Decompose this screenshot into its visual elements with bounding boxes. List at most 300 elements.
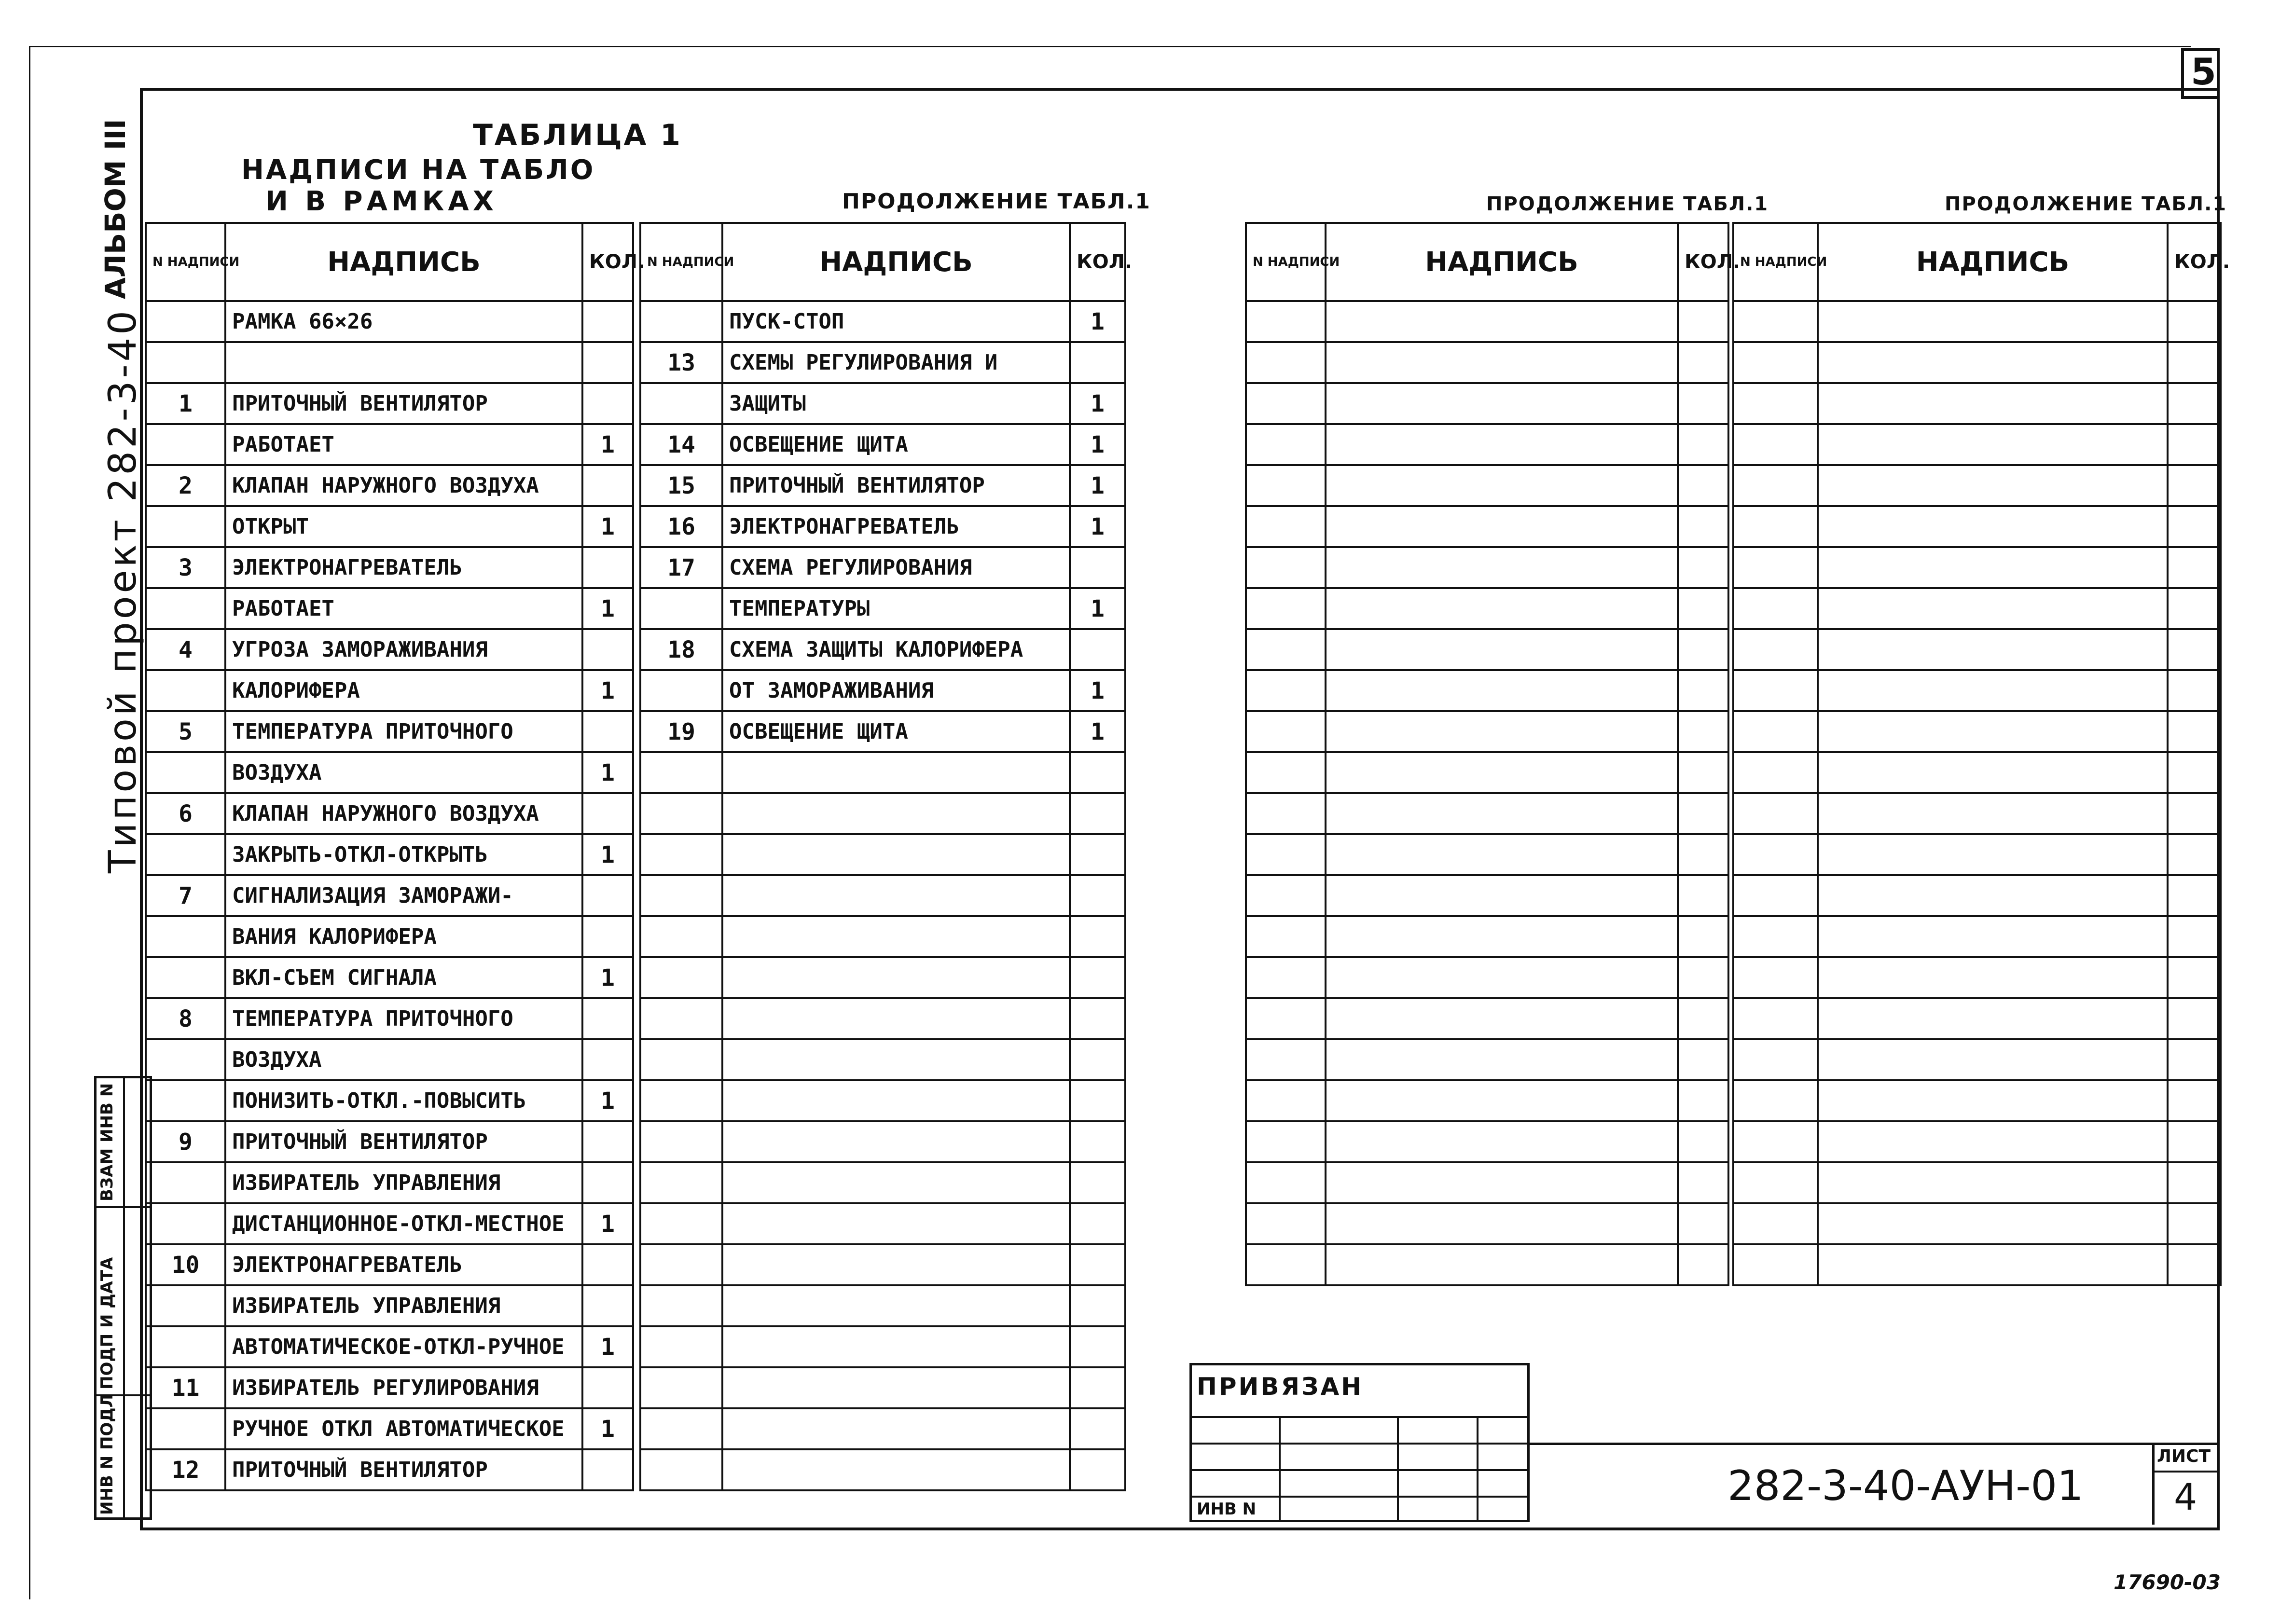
title-line2: И В РАМКАХ (265, 186, 497, 217)
table-row (640, 1449, 1125, 1490)
cell-text: ДИСТАНЦИОННОЕ-ОТКЛ-МЕСТНОЕ (225, 1203, 582, 1244)
cell-num (1733, 506, 1818, 547)
cell-text (1326, 588, 1678, 629)
cell-text (1818, 301, 2168, 342)
cell-num: 7 (146, 875, 225, 916)
header-text: НАДПИСЬ (225, 223, 582, 301)
cell-qty (1070, 1039, 1125, 1080)
sheet-number: 5 (2191, 50, 2216, 93)
cell-num: 14 (640, 424, 722, 465)
cell-num: 16 (640, 506, 722, 547)
cell-num (1246, 424, 1326, 465)
cell-qty: 1 (582, 424, 633, 465)
table-row (146, 875, 633, 916)
cell-qty (582, 793, 633, 834)
cell-qty (582, 465, 633, 506)
table-row (146, 342, 633, 383)
table-row (146, 506, 633, 547)
table-row (1246, 1121, 1728, 1162)
header-num: N НАДПИСИ (1246, 223, 1326, 301)
binding-label: ПРИВЯЗАН (1197, 1373, 1364, 1401)
cell-num: 9 (146, 1121, 225, 1162)
cell-text: ВОЗДУХА (225, 1039, 582, 1080)
cell-text (1818, 1203, 2168, 1244)
table-row (146, 629, 633, 670)
table-4 (1732, 222, 2230, 1286)
cell-text (1818, 383, 2168, 424)
cell-num: 3 (146, 547, 225, 588)
cell-text (1326, 1162, 1678, 1203)
table-row (146, 1367, 633, 1408)
cell-qty (1678, 547, 1728, 588)
cell-text: РАБОТАЕТ (225, 424, 582, 465)
cell-text: ПРИТОЧНЫЙ ВЕНТИЛЯТОР (225, 1449, 582, 1490)
cell-qty (1678, 793, 1728, 834)
cell-qty: 1 (1070, 424, 1125, 465)
cell-text (1818, 1244, 2168, 1285)
cell-text: ИЗБИРАТЕЛЬ УПРАВЛЕНИЯ (225, 1162, 582, 1203)
cell-num (146, 1408, 225, 1449)
cell-text: ТЕМПЕРАТУРА ПРИТОЧНОГО (225, 711, 582, 752)
cell-text: ТЕМПЕРАТУРА ПРИТОЧНОГО (225, 998, 582, 1039)
cell-qty (1070, 957, 1125, 998)
cell-text (722, 1121, 1070, 1162)
table-row (640, 383, 1125, 424)
table-row (1733, 834, 2221, 875)
cell-text: АВТОМАТИЧЕСКОЕ-ОТКЛ-РУЧНОЕ (225, 1326, 582, 1367)
table-row (1733, 1162, 2221, 1203)
cell-num (640, 1121, 722, 1162)
cell-qty (2168, 342, 2221, 383)
cell-num (640, 1326, 722, 1367)
cell-num: 18 (640, 629, 722, 670)
table-row (146, 1121, 633, 1162)
cell-num (1733, 301, 1818, 342)
table-row (640, 1080, 1125, 1121)
table-row (1246, 1203, 1728, 1244)
cell-num (1733, 588, 1818, 629)
table-row (640, 670, 1125, 711)
cell-num (1733, 957, 1818, 998)
cell-num (1733, 752, 1818, 793)
cell-num (1246, 670, 1326, 711)
cell-text (1818, 752, 2168, 793)
cell-qty (1070, 1367, 1125, 1408)
table-row (640, 1162, 1125, 1203)
table-row (640, 465, 1125, 506)
cell-text (722, 752, 1070, 793)
cell-text (1818, 957, 2168, 998)
cell-qty: 1 (582, 1408, 633, 1449)
header-text: НАДПИСЬ (1818, 223, 2168, 301)
table-row (1733, 998, 2221, 1039)
cell-qty (1678, 1162, 1728, 1203)
table-row (1733, 916, 2221, 957)
cell-text (722, 1244, 1070, 1285)
cell-qty (582, 1244, 633, 1285)
table-row (146, 301, 633, 342)
table-row (146, 1244, 633, 1285)
cell-num (640, 875, 722, 916)
table-row (640, 1039, 1125, 1080)
table-row (1246, 793, 1728, 834)
cell-qty (582, 383, 633, 424)
table-row (146, 1203, 633, 1244)
cell-qty: 1 (1070, 465, 1125, 506)
cell-text (1326, 547, 1678, 588)
cell-qty: 1 (1070, 301, 1125, 342)
cell-text (1818, 875, 2168, 916)
cell-qty (1678, 1039, 1728, 1080)
cell-text: ТЕМПЕРАТУРЫ (722, 588, 1070, 629)
table-row (640, 301, 1125, 342)
table-2 (639, 222, 1133, 1491)
cell-qty: 1 (1070, 383, 1125, 424)
cell-qty (1678, 342, 1728, 383)
cell-qty (1070, 1162, 1125, 1203)
table-row (640, 547, 1125, 588)
table-row (1246, 957, 1728, 998)
cell-num (146, 957, 225, 998)
cell-text (722, 1408, 1070, 1449)
cell-num (1246, 957, 1326, 998)
table-label: ТАБЛИЦА 1 (473, 118, 682, 152)
cell-num (146, 424, 225, 465)
cell-text: ПРИТОЧНЫЙ ВЕНТИЛЯТОР (722, 465, 1070, 506)
cell-num (1246, 588, 1326, 629)
cell-text (722, 1162, 1070, 1203)
cell-num (1246, 1203, 1326, 1244)
cell-qty (2168, 957, 2221, 998)
cell-text (722, 1080, 1070, 1121)
cell-num (1246, 1244, 1326, 1285)
cell-qty (1070, 1203, 1125, 1244)
table-row (1733, 342, 2221, 383)
cell-num (1733, 875, 1818, 916)
cell-text (1818, 629, 2168, 670)
cell-num (1733, 342, 1818, 383)
cell-qty (1070, 547, 1125, 588)
table-header (640, 223, 1125, 301)
cell-qty (1678, 588, 1728, 629)
cell-text: ОСВЕЩЕНИЕ ЩИТА (722, 424, 1070, 465)
cell-qty (1678, 424, 1728, 465)
cell-num: 6 (146, 793, 225, 834)
cell-text (1818, 916, 2168, 957)
cell-qty (2168, 424, 2221, 465)
cell-text: ОСВЕЩЕНИЕ ЩИТА (722, 711, 1070, 752)
stamp-label-podp: ПОДП И ДАТА (97, 1257, 117, 1390)
cell-num (1246, 711, 1326, 752)
cell-text: ЗАКРЫТЬ-ОТКЛ-ОТКРЫТЬ (225, 834, 582, 875)
cell-qty (2168, 506, 2221, 547)
cell-num (640, 301, 722, 342)
cell-qty (582, 1121, 633, 1162)
cell-num (1733, 1244, 1818, 1285)
table-row (640, 916, 1125, 957)
cell-qty (582, 1162, 633, 1203)
binding-col2 (1397, 1416, 1399, 1522)
cell-qty (1070, 1326, 1125, 1367)
cell-text (1326, 301, 1678, 342)
cell-qty (2168, 1039, 2221, 1080)
frame-bottom (140, 1528, 2220, 1530)
cell-qty (1678, 957, 1728, 998)
cell-num (640, 957, 722, 998)
cell-qty: 1 (1070, 588, 1125, 629)
cell-qty (2168, 711, 2221, 752)
cell-num (640, 834, 722, 875)
cell-qty (2168, 383, 2221, 424)
binding-row1 (1189, 1416, 1530, 1418)
table-row (640, 424, 1125, 465)
cell-text: КЛАПАН НАРУЖНОГО ВОЗДУХА (225, 793, 582, 834)
header-qty: КОЛ. (1678, 223, 1728, 301)
table-row (146, 793, 633, 834)
cell-text (1326, 793, 1678, 834)
table-row (1246, 506, 1728, 547)
cell-num: 5 (146, 711, 225, 752)
cell-qty: 1 (582, 957, 633, 998)
table-row (1733, 1080, 2221, 1121)
cell-text (1326, 1080, 1678, 1121)
table-row (1733, 383, 2221, 424)
cell-qty (1678, 916, 1728, 957)
cell-qty: 1 (1070, 670, 1125, 711)
cell-num (1733, 834, 1818, 875)
cell-text (1818, 1039, 2168, 1080)
cell-num (640, 1039, 722, 1080)
table-row (1246, 465, 1728, 506)
cell-qty (1678, 506, 1728, 547)
cell-text (1326, 465, 1678, 506)
cell-text: ОТ ЗАМОРАЖИВАНИЯ (722, 670, 1070, 711)
cell-qty (582, 342, 633, 383)
cell-text (1326, 1244, 1678, 1285)
cell-num: 19 (640, 711, 722, 752)
cell-qty (1678, 752, 1728, 793)
cell-qty: 1 (582, 506, 633, 547)
table-row (1733, 588, 2221, 629)
cell-text (1326, 383, 1678, 424)
cell-qty (2168, 1203, 2221, 1244)
cell-qty (2168, 998, 2221, 1039)
cell-text (1818, 834, 2168, 875)
cell-num (640, 1162, 722, 1203)
cell-num (1246, 1162, 1326, 1203)
cell-num (146, 834, 225, 875)
project-label: Типовой проект 282-3-40 (101, 308, 145, 873)
cell-num (1733, 793, 1818, 834)
sheet-label-div (2152, 1471, 2220, 1473)
cell-num (1246, 547, 1326, 588)
cell-text (722, 1203, 1070, 1244)
cell-qty (2168, 1162, 2221, 1203)
table-row (1246, 875, 1728, 916)
table-row (1246, 629, 1728, 670)
table-row (146, 588, 633, 629)
cell-num (146, 1203, 225, 1244)
sheet-value: 4 (2174, 1475, 2197, 1518)
cell-qty (1070, 1408, 1125, 1449)
cell-num (640, 1367, 722, 1408)
table-row (640, 875, 1125, 916)
table-row (146, 383, 633, 424)
cell-text: ИЗБИРАТЕЛЬ РЕГУЛИРОВАНИЯ (225, 1367, 582, 1408)
table-row (1246, 834, 1728, 875)
cell-text (1818, 506, 2168, 547)
cell-text (1326, 670, 1678, 711)
table-row (146, 834, 633, 875)
cell-text (1326, 711, 1678, 752)
cell-qty (1070, 1244, 1125, 1285)
cell-qty (2168, 834, 2221, 875)
table-row (1733, 875, 2221, 916)
table-row (146, 1039, 633, 1080)
cell-num (1246, 916, 1326, 957)
cell-qty (2168, 793, 2221, 834)
cell-qty (2168, 670, 2221, 711)
table-header (1733, 223, 2221, 301)
stamp-label-inv-podl: ИНВ N ПОДЛ (97, 1394, 117, 1515)
cell-qty: 1 (582, 670, 633, 711)
table-row (1246, 301, 1728, 342)
table-row (1246, 752, 1728, 793)
table-row (1733, 506, 2221, 547)
cell-num (1246, 752, 1326, 793)
table-row (640, 629, 1125, 670)
table-row (1246, 547, 1728, 588)
cell-text: ПУСК-СТОП (722, 301, 1070, 342)
table-row (1733, 957, 2221, 998)
cell-qty (1678, 1080, 1728, 1121)
cell-qty (2168, 875, 2221, 916)
table-row (640, 1244, 1125, 1285)
table-row (1733, 1203, 2221, 1244)
cell-text: УГРОЗА ЗАМОРАЖИВАНИЯ (225, 629, 582, 670)
cell-qty: 1 (582, 1080, 633, 1121)
cell-qty (1678, 301, 1728, 342)
table-row (1733, 1039, 2221, 1080)
cell-qty: 1 (582, 1203, 633, 1244)
table-row (640, 957, 1125, 998)
table-row (1246, 916, 1728, 957)
cell-num (1246, 383, 1326, 424)
cell-qty: 1 (582, 588, 633, 629)
cell-qty: 1 (1070, 711, 1125, 752)
table-row (640, 1326, 1125, 1367)
cell-qty (582, 875, 633, 916)
cell-num (146, 1039, 225, 1080)
cell-qty (582, 301, 633, 342)
cell-num (1733, 424, 1818, 465)
cell-num (640, 588, 722, 629)
cell-text: КАЛОРИФЕРА (225, 670, 582, 711)
cell-text: ЭЛЕКТРОНАГРЕВАТЕЛЬ (225, 1244, 582, 1285)
cell-text (722, 916, 1070, 957)
binding-inv-label: ИНВ N (1197, 1500, 1257, 1519)
cell-qty (2168, 916, 2221, 957)
cell-text (1326, 957, 1678, 998)
cell-qty (1070, 1285, 1125, 1326)
cell-qty (1678, 1121, 1728, 1162)
table-row (1733, 711, 2221, 752)
cell-qty (582, 711, 633, 752)
cell-text: СИГНАЛИЗАЦИЯ ЗАМОРАЖИ- (225, 875, 582, 916)
cell-text (1326, 342, 1678, 383)
table-row (1733, 793, 2221, 834)
cell-num: 13 (640, 342, 722, 383)
cell-text (722, 1039, 1070, 1080)
cell-num (640, 1408, 722, 1449)
cell-qty (2168, 465, 2221, 506)
table-row (146, 1326, 633, 1367)
table-header (146, 223, 633, 301)
cell-num: 4 (146, 629, 225, 670)
table-row (640, 588, 1125, 629)
cell-qty (2168, 629, 2221, 670)
cell-text (1326, 916, 1678, 957)
cell-num (1246, 629, 1326, 670)
cell-text (1818, 465, 2168, 506)
table-row (146, 1162, 633, 1203)
table-row (1246, 383, 1728, 424)
table-3 (1245, 222, 1741, 1286)
cell-num (1733, 465, 1818, 506)
cell-text (1818, 793, 2168, 834)
cell-num (146, 588, 225, 629)
cell-text (1326, 629, 1678, 670)
cell-text (722, 998, 1070, 1039)
archive-code: 17690-03 (2114, 1570, 2221, 1594)
cell-text: ВАНИЯ КАЛОРИФЕРА (225, 916, 582, 957)
table-row (146, 1080, 633, 1121)
cell-text: ВКЛ-СЪЕМ СИГНАЛА (225, 957, 582, 998)
table-row (1733, 670, 2221, 711)
cell-num (640, 1449, 722, 1490)
table-row (1246, 711, 1728, 752)
cell-text (1326, 506, 1678, 547)
cell-text (1326, 834, 1678, 875)
cell-text (1326, 1203, 1678, 1244)
table-row (640, 711, 1125, 752)
header-qty: КОЛ. (582, 223, 633, 301)
stamp-vdiv (123, 1076, 125, 1520)
cell-text (1326, 1039, 1678, 1080)
table-row (1246, 424, 1728, 465)
cell-qty (1070, 629, 1125, 670)
binding-col3 (1477, 1416, 1479, 1522)
binding-col1 (1279, 1416, 1281, 1522)
cell-text: ЭЛЕКТРОНАГРЕВАТЕЛЬ (722, 506, 1070, 547)
cell-num (1733, 629, 1818, 670)
cell-num (1246, 875, 1326, 916)
cell-qty (1678, 1203, 1728, 1244)
cell-qty (1070, 998, 1125, 1039)
table-row (1246, 1039, 1728, 1080)
cell-num (146, 1080, 225, 1121)
table-row (146, 1408, 633, 1449)
header-num: N НАДПИСИ (146, 223, 225, 301)
cell-qty (1070, 1080, 1125, 1121)
cell-text (1326, 1121, 1678, 1162)
cell-num (640, 916, 722, 957)
cell-num (146, 301, 225, 342)
cell-qty (1070, 916, 1125, 957)
outer-top (29, 46, 2191, 47)
table-row (1733, 752, 2221, 793)
cell-num (640, 752, 722, 793)
